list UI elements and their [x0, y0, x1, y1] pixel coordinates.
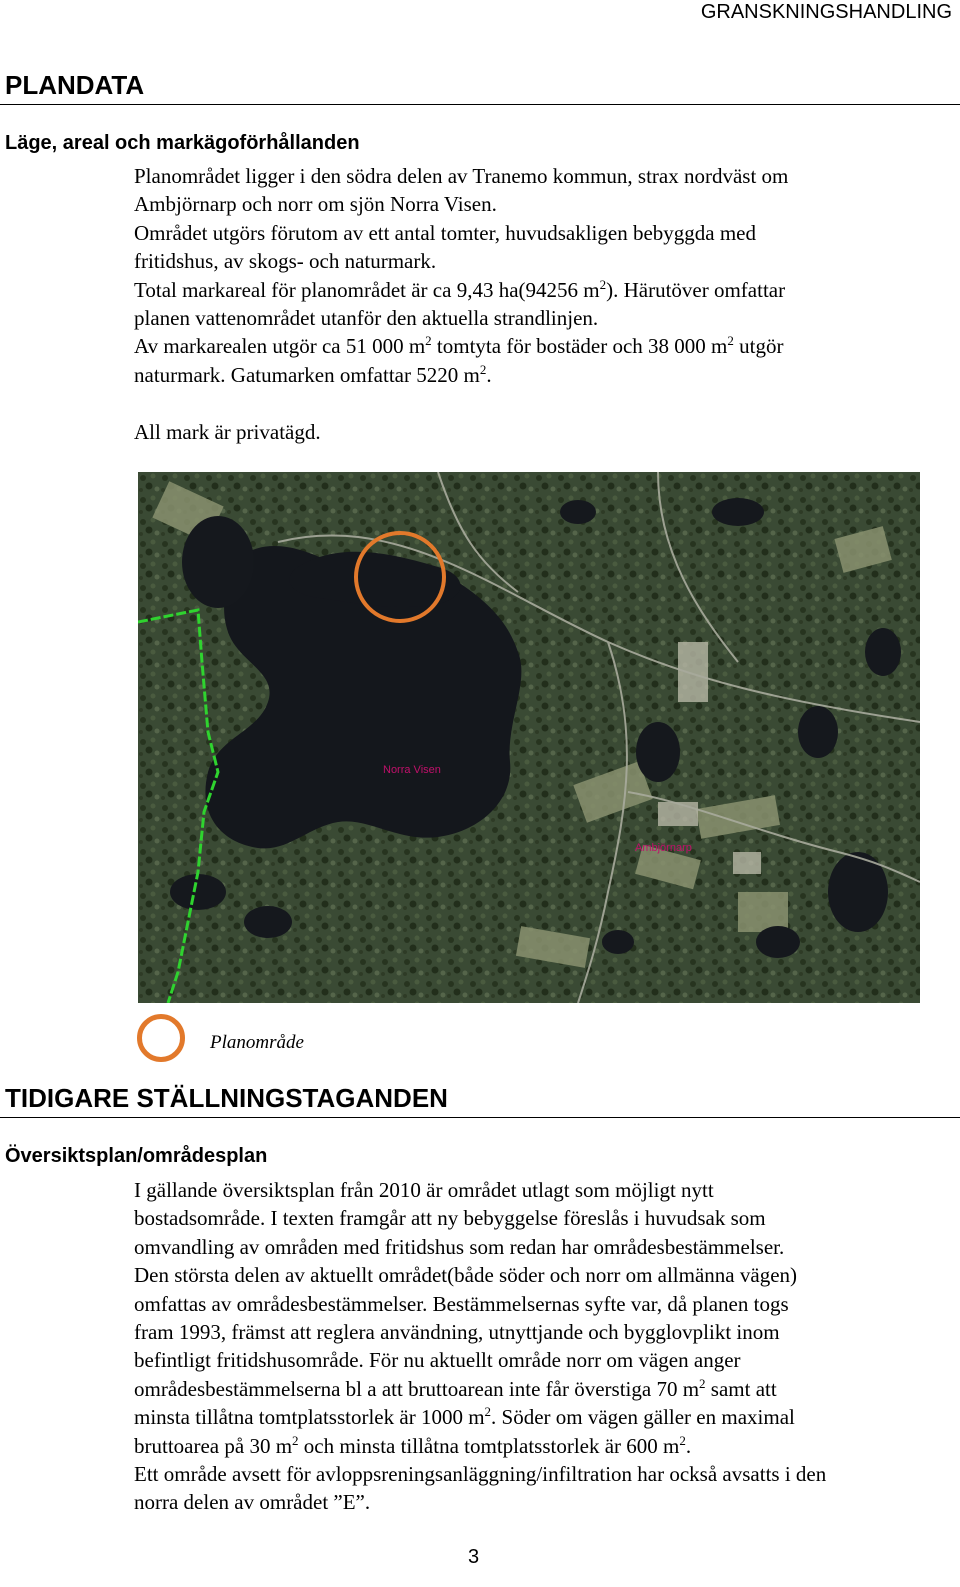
text-line: fritidshus, av skogs- och naturmark.	[134, 249, 437, 274]
map-label-ambjornarp: Ambjörnarp	[635, 842, 692, 854]
text-line: Ambjörnarp och norr om sjön Norra Visen.	[134, 192, 497, 217]
text-line: Total markareal för planområdet är ca 9,43 ha(94256 $m^2$). Härutöver omfattar	[134, 276, 786, 302]
section-title-previous-positions: TIDIGARE STÄLLNINGSTAGANDEN	[5, 1083, 448, 1113]
text-line: Ett område avsett för avloppsreningsanläggning/infiltration har också avsatts i den	[134, 1462, 827, 1487]
text-line: omvandling av områden med fritidshus som redan har områdesbestämmelser.	[134, 1234, 785, 1259]
text-line: bruttoarea på 30 $m^2$ och minsta tillåtna tomtplatsstorlek är 600 $m^2$.	[134, 1432, 692, 1458]
text-line: planen vattenområdet utanför den aktuella strandlinjen.	[134, 306, 599, 331]
text-line: områdesbestämmelserna bl a att bruttoarean inte får överstiga 70 $m^2$ samt att	[134, 1375, 777, 1401]
legend-label: Planområde	[210, 1032, 304, 1053]
text-line: fram 1993, främst att reglera användning, utnyttjande och bygglovplikt inom	[134, 1320, 780, 1345]
document-status-label: GRANSKNINGSHANDLING	[700, 1, 952, 23]
section-title-plandata: PLANDATA	[5, 70, 145, 100]
overview-plan-paragraph	[134, 1176, 944, 1517]
subsection-title-location: Läge, areal och markägoförhållanden	[5, 132, 360, 154]
subsection-title-overview-plan: Översiktsplan/områdesplan	[5, 1145, 268, 1167]
text-line: omfattas av områdesbestämmelser. Bestämmelsernas syfte var, då planen togs	[134, 1291, 789, 1316]
text-line: Området utgörs förutom av ett antal tomter, huvudsakligen bebyggda med	[134, 220, 757, 245]
plan-area-legend-icon	[137, 1014, 185, 1062]
section-divider	[0, 1117, 960, 1118]
text-line: bostadsområde. I texten framgår att ny bebyggelse föreslås i huvudsak som	[134, 1206, 766, 1231]
text-line: I gällande översiktsplan från 2010 är området utlagt som möjligt nytt	[134, 1178, 714, 1202]
aerial-map-image	[138, 472, 920, 1003]
text-line: Av markarealen utgör ca 51 000 $m^2$ tomtyta för bostäder och 38 000 $m^2$ utgör	[134, 333, 784, 359]
text-line: Den största delen av aktuellt området(både söder och norr om allmänna vägen)	[134, 1263, 798, 1288]
text-line: befintligt fritidshusområde. För nu aktuellt område norr om vägen anger	[134, 1348, 741, 1373]
text-line: naturmark. Gatumarken omfattar 5220 $m^2$.	[134, 361, 492, 387]
text-line: minsta tillåtna tomtplatsstorlek är 1000 $m^2$. Söder om vägen gäller en maximal	[134, 1404, 795, 1430]
section-divider	[0, 104, 960, 105]
text-line: Planområdet ligger i den södra delen av Tranemo kommun, strax nordväst om	[134, 164, 789, 188]
page-number: 3	[468, 1546, 480, 1568]
ownership-text: All mark är privatägd.	[134, 420, 321, 444]
map-label-norra-visen: Norra Visen	[383, 764, 441, 776]
location-paragraph	[134, 162, 944, 389]
text-line: norra delen av området ”E”.	[134, 1490, 371, 1515]
